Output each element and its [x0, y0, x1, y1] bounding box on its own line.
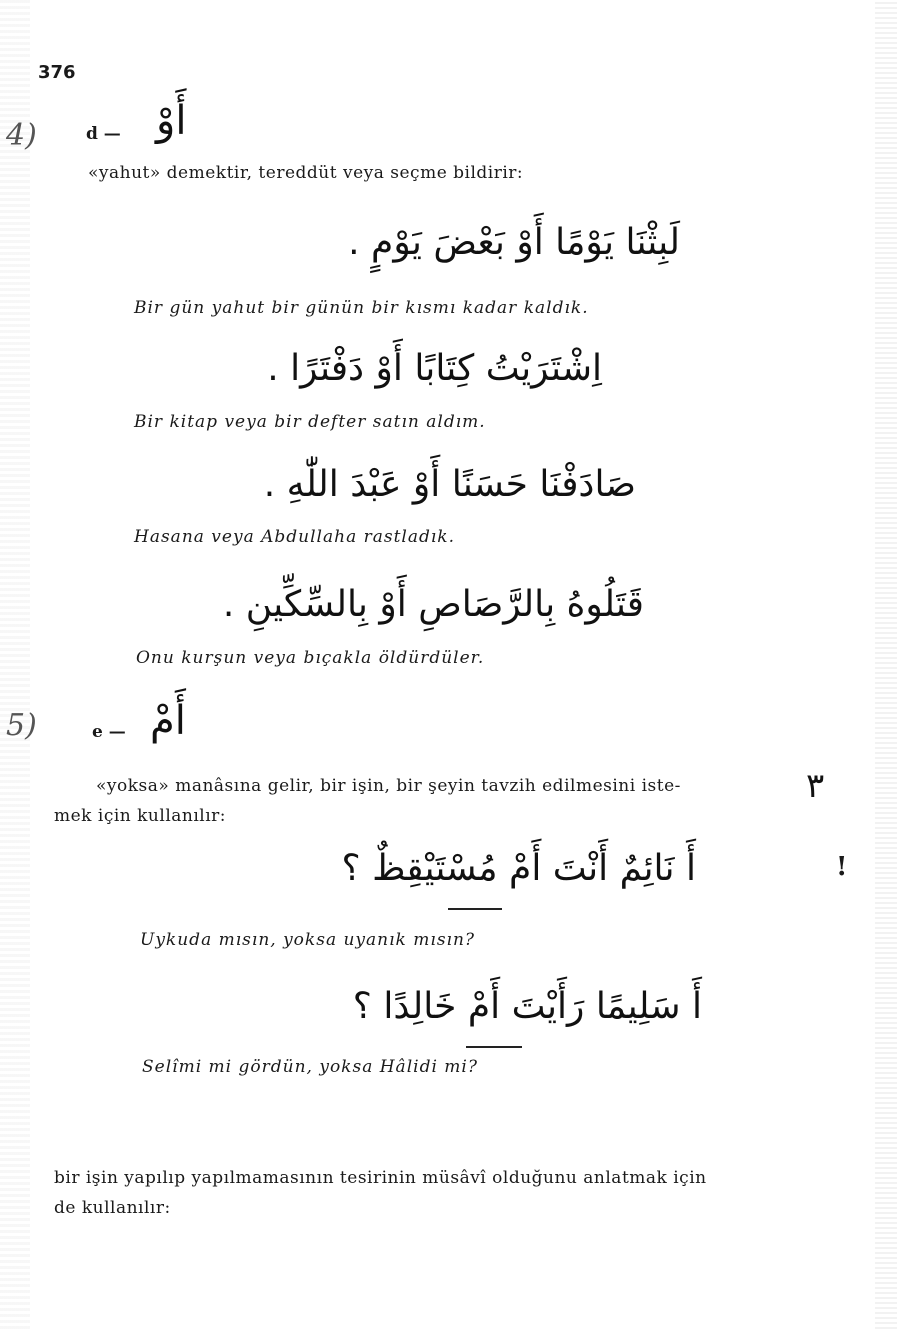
scan-edge-right — [875, 0, 897, 1329]
example-e2-translation: Selîmi mi gördün, yoksa Hâlidi mi? — [142, 1057, 478, 1077]
margin-exclamation-mark: ! — [836, 852, 848, 882]
margin-note-five: 5) — [6, 708, 37, 743]
section-d-arabic-head: أَوْ — [156, 98, 187, 144]
example-e2-underline — [466, 1046, 522, 1048]
example-d2-arabic: اِشْتَرَيْتُ كِتَابًا أَوْ دَفْتَرًا . — [267, 348, 602, 389]
closing-line2: de kullanılır: — [54, 1198, 171, 1218]
example-d3-arabic: صَادَفْنَا حَسَنًا أَوْ عَبْدَ اللّٰهِ . — [263, 464, 636, 505]
section-e-description-line2: mek için kullanılır: — [54, 806, 227, 826]
example-d2-translation: Bir kitap veya bir defter satın aldım. — [134, 412, 486, 432]
margin-note-four: 4) — [6, 118, 37, 153]
example-d4-arabic: قَتَلُوهُ بِالرَّصَاصِ أَوْ بِالسِّكِّينِ . — [222, 584, 644, 625]
section-e-label: e — — [92, 722, 126, 742]
section-d-label: d — — [86, 124, 121, 144]
example-d4-translation: Onu kurşun veya bıçakla öldürdüler. — [136, 648, 485, 668]
section-d-description: «yahut» demektir, tereddüt veya seçme bildirir: — [88, 163, 524, 183]
example-d1-translation: Bir gün yahut bir günün bir kısmı kadar kaldık. — [134, 298, 589, 318]
section-e-description-line1: «yoksa» manâsına gelir, bir işin, bir şeyin tavzih edilmesini iste- — [96, 776, 681, 796]
scan-edge-left — [0, 0, 30, 1329]
closing-line1: bir işin yapılıp yapılmamasının tesirinin müsâvî olduğunu anlatmak için — [54, 1168, 707, 1188]
example-e1-translation: Uykuda mısın, yoksa uyanık mısın? — [140, 930, 476, 950]
page-number: 376 — [38, 62, 76, 83]
example-e1-underline — [448, 908, 502, 910]
example-d3-translation: Hasana veya Abdullaha rastladık. — [134, 527, 456, 547]
margin-arabic-note: ٣ — [806, 766, 825, 806]
example-e2-arabic: أَ سَلِيمًا رَأَيْتَ أَمْ خَالِدًا ؟ — [352, 986, 702, 1027]
section-e-arabic-head: أَمْ — [150, 698, 186, 744]
example-e1-arabic: أَ نَائِمٌ أَنْتَ أَمْ مُسْتَيْقِظٌ ؟ — [341, 848, 696, 889]
example-d1-arabic: لَبِثْنَا يَوْمًا أَوْ بَعْضَ يَوْمٍ . — [348, 222, 680, 263]
